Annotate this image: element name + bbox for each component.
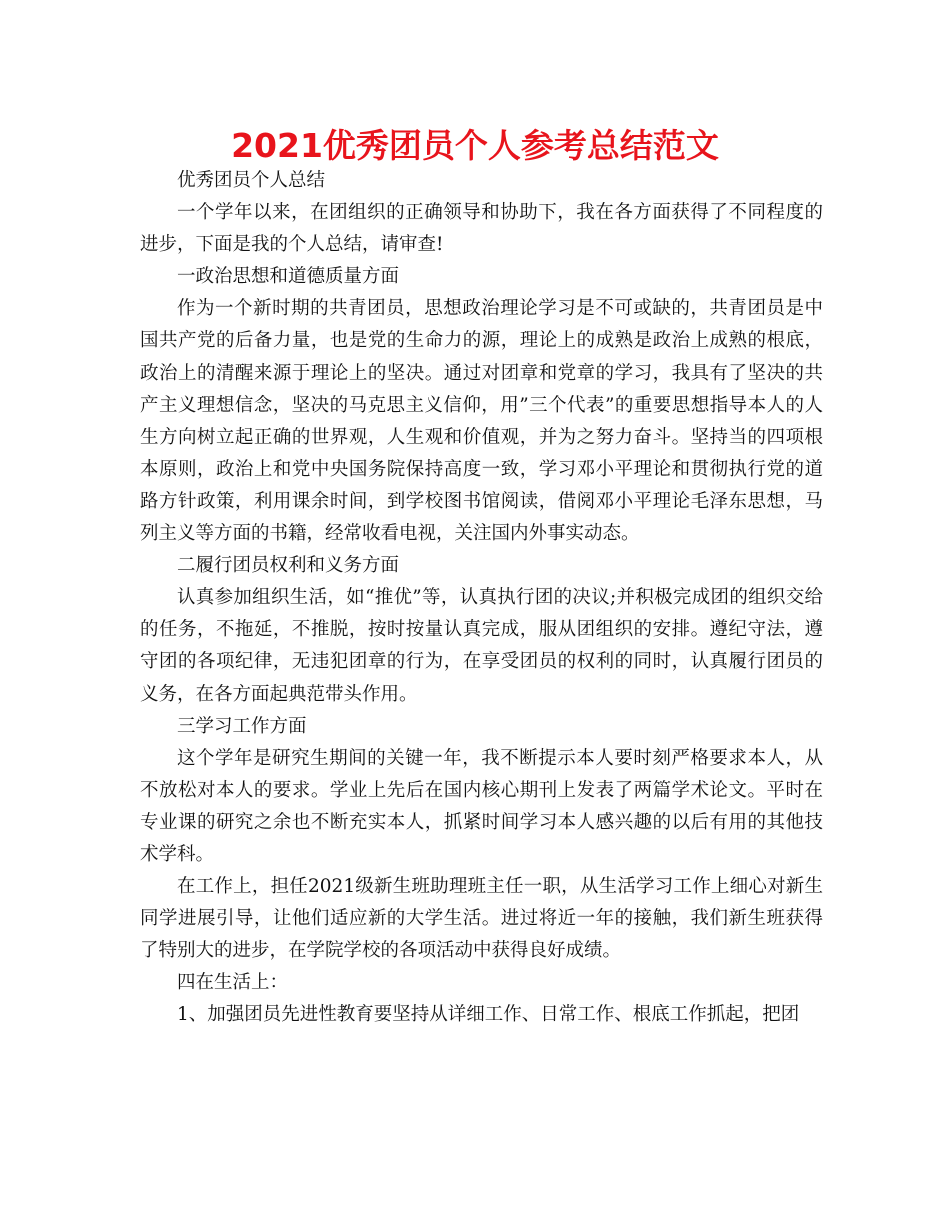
section-heading: 四在生活上： [177, 972, 289, 994]
paragraph: 认真参加组织生活，如“推优”等，认真执行团的决议;并积极完成团的组织交给的任务，不拖延，不推脱，按时按量认真完成，服从团组织的安排。遵纪守法，遵守团的各项纪律，无违犯团章的行为，在享受团员的权利的同时，认真履行团员的义务，在各方面起典范带头作用。 [140, 587, 823, 705]
paragraph: 1、加强团员先进性教育要坚持从详细工作、日常工作、根底工作抓起，把团 [177, 1004, 800, 1026]
paragraph: 这个学年是研究生期间的关键一年，我不断提示本人要时刻严格要求本人，从不放松对本人的要求。学业上先后在国内核心期刊上发表了两篇学术论文。平时在专业课的研究之余也不断充实本人，抓紧时间学习本人感兴趣的以后有用的其他技术学科。 [140, 747, 823, 865]
paragraph: 一个学年以来，在团组织的正确领导和协助下，我在各方面获得了不同程度的进步，下面是我的个人总结，请审查! [140, 202, 823, 256]
paragraph: 在工作上，担任2021级新生班助理班主任一职，从生活学习工作上细心对新生同学进展引导，让他们适应新的大学生活。进过将近一年的接触，我们新生班获得了特别大的进步，在学院学校的各项活动中获得良好成绩。 [140, 876, 823, 962]
section-heading: 一政治思想和道德质量方面 [177, 266, 400, 288]
document-title: 2021优秀团员个人参考总结范文 [231, 126, 719, 165]
document-body [140, 165, 823, 1032]
section-heading: 三学习工作方面 [177, 715, 307, 737]
paragraph: 作为一个新时期的共青团员，思想政治理论学习是不可或缺的，共青团员是中国共产党的后备力量，也是党的生命力的源，理论上的成熟是政治上成熟的根底，政治上的清醒来源于理论上的坚决。通过对团章和党章的学习，我具有了坚决的共产主义理想信念，坚决的马克思主义信仰，用”三个代表”的重要思想指导本人的人生方向树立起正确的世界观，人生观和价值观，并为之努力奋斗。坚持当的四项根本原则，政治上和党中央国务院保持高度一致，学习邓小平理论和贯彻执行党的道路方针政策，利用课余时间，到学校图书馆阅读，借阅邓小平理论毛泽东思想，马列主义等方面的书籍，经常收看电视，关注国内外事实动态。 [140, 298, 823, 545]
section-heading: 优秀团员个人总结 [177, 170, 326, 191]
section-heading: 二履行团员权利和义务方面 [177, 555, 400, 577]
